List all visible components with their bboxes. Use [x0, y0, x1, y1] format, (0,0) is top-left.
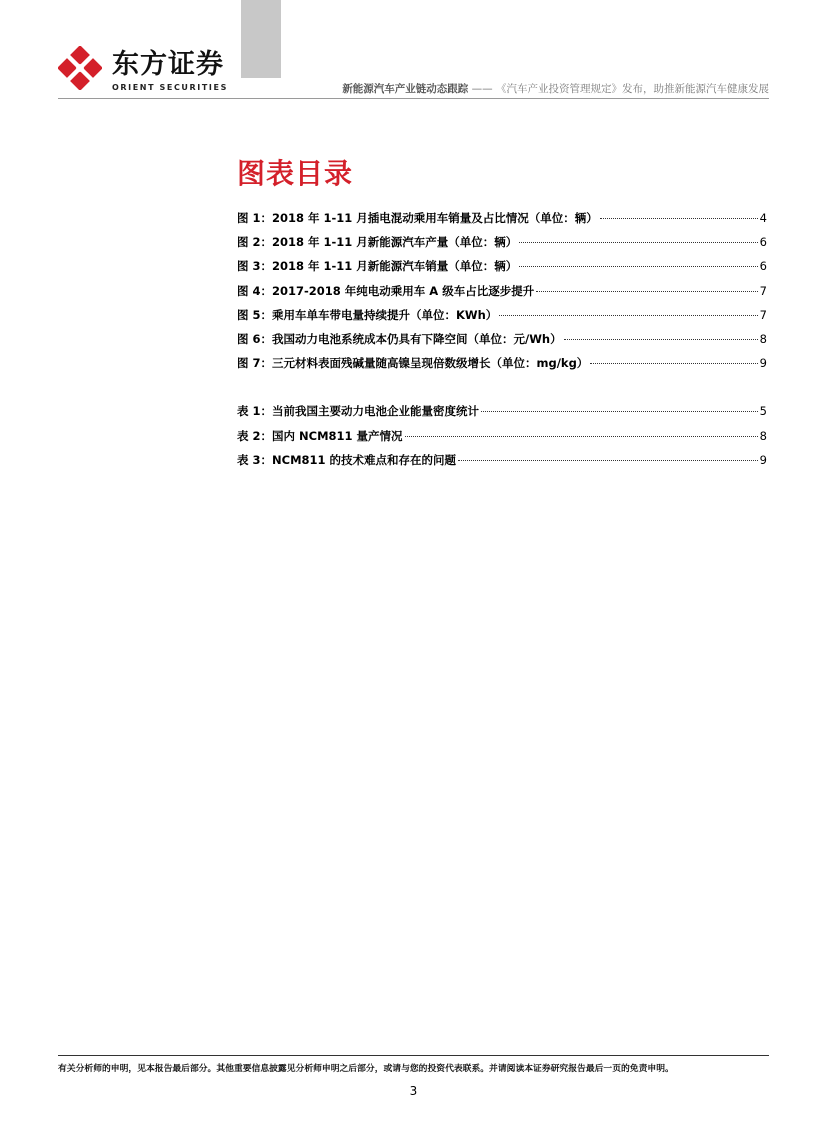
dot-leader [519, 265, 757, 267]
table-entry-label: 表 1：当前我国主要动力电池企业能量密度统计 [237, 404, 480, 419]
report-title: 《汽车产业投资管理规定》发布，助推新能源汽车健康发展 [496, 83, 769, 95]
header-separator: —— [468, 83, 496, 95]
figure-entry-label: 图 4：2017-2018 年纯电动乘用车 A 级车占比逐步提升 [237, 283, 535, 298]
figure-entry-label: 图 7：三元材料表面残碱量随高镍呈现倍数级增长（单位：mg/kg） [237, 356, 589, 371]
dot-leader [590, 362, 757, 364]
figure-entry-page: 9 [759, 356, 767, 371]
figure-entry-label: 图 2：2018 年 1-11 月新能源汽车产量（单位：辆） [237, 235, 518, 250]
figure-entry[interactable] [237, 210, 767, 234]
figure-entry[interactable] [237, 234, 767, 258]
table-entry[interactable] [237, 428, 767, 452]
table-entries [237, 403, 767, 476]
header-divider [58, 98, 769, 99]
table-entry[interactable] [237, 403, 767, 427]
figure-entry-page: 7 [759, 307, 767, 322]
figure-entry-label: 图 5：乘用车单车带电量持续提升（单位：KWh） [237, 307, 498, 322]
dot-leader [481, 410, 758, 412]
table-entry-page: 8 [759, 428, 767, 443]
figure-entry[interactable] [237, 355, 767, 379]
dot-leader [564, 338, 758, 340]
table-entry-label: 表 3：NCM811 的技术难点和存在的问题 [237, 452, 457, 467]
figure-entry-label: 图 1：2018 年 1-11 月插电混动乘用车销量及占比情况（单位：辆） [237, 211, 598, 225]
figure-entry[interactable] [237, 307, 767, 331]
toc-spacer [237, 379, 767, 403]
dot-leader [536, 290, 757, 292]
series-title: 新能源汽车产业链动态跟踪 [342, 83, 469, 95]
header-accent-bar [241, 0, 281, 78]
logo-chinese-name: 东方证券 [112, 49, 224, 80]
table-entry[interactable] [237, 452, 767, 476]
figure-entry-page: 6 [759, 259, 767, 274]
page-number: 3 [409, 1084, 418, 1098]
figure-entry-page: 4 [759, 211, 767, 225]
footer-divider [58, 1055, 769, 1056]
dot-leader [405, 435, 758, 437]
table-entry-page: 9 [759, 452, 767, 467]
running-header [342, 81, 769, 96]
figure-entry-label: 图 3：2018 年 1-11 月新能源汽车销量（单位：辆） [237, 259, 518, 274]
figure-entry-page: 7 [759, 283, 767, 298]
figure-entries [237, 210, 767, 379]
figure-entry-page: 8 [759, 331, 767, 346]
figure-entry-page: 6 [759, 235, 767, 250]
dot-leader [519, 241, 757, 243]
figure-entry[interactable] [237, 283, 767, 307]
figure-entry-label: 图 6：我国动力电池系统成本仍具有下降空间（单位：元/Wh） [237, 331, 562, 346]
orient-logo-icon [58, 46, 102, 90]
table-entry-label: 表 2：国内 NCM811 量产情况 [237, 428, 403, 443]
dot-leader [499, 314, 757, 316]
table-entry-page: 5 [759, 404, 767, 419]
dot-leader [600, 217, 758, 219]
figure-entry[interactable] [237, 258, 767, 282]
logo-english-name: ORIENT SECURITIES [112, 83, 228, 92]
toc-list [237, 210, 767, 476]
toc-title: 图表目录 [237, 157, 354, 190]
footer-disclaimer: 有关分析师的申明，见本报告最后部分。其他重要信息披露见分析师申明之后部分，或请与您的投资代表联系。并请阅读本证券研究报告最后一页的免责申明。 [58, 1064, 674, 1074]
dot-leader [458, 459, 758, 461]
figure-entry[interactable] [237, 331, 767, 355]
